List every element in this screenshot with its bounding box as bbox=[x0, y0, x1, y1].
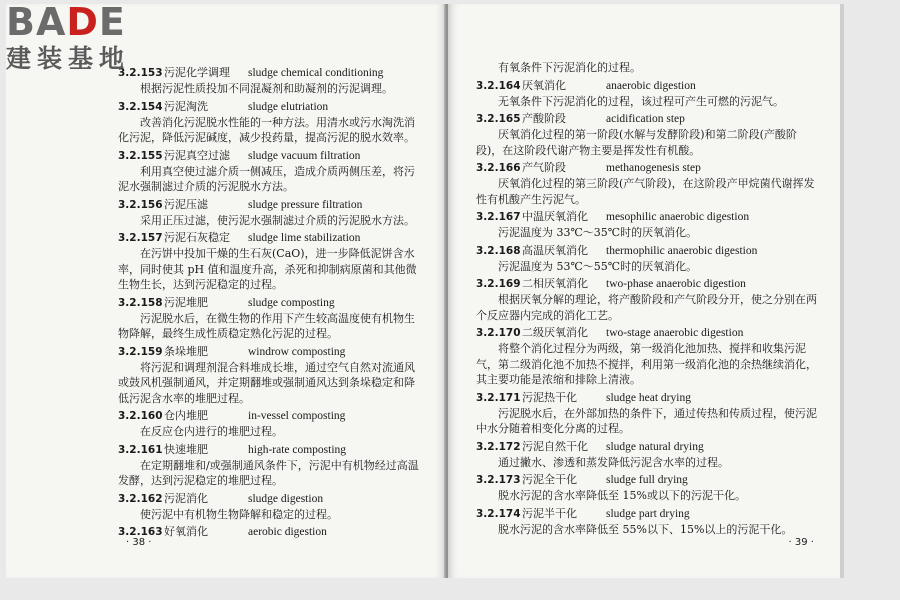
term-chinese: 快速堆肥 bbox=[164, 442, 208, 456]
term-english: sludge pressure filtration bbox=[248, 198, 363, 211]
term-english: sludge composting bbox=[248, 296, 335, 309]
term-definition: 根据污泥性质投加不同混凝剂和助凝剂的污泥调理。 bbox=[140, 82, 393, 95]
term-number: 3.2.155 bbox=[118, 149, 163, 162]
term-entry bbox=[118, 344, 424, 360]
page-number-right: · 39 · bbox=[788, 537, 814, 548]
term-number: 3.2.156 bbox=[118, 198, 163, 211]
term-english: sludge chemical conditioning bbox=[248, 67, 384, 79]
term-chinese: 产酸阶段 bbox=[522, 112, 566, 125]
term-number: 3.2.158 bbox=[118, 296, 163, 309]
term-english: thermophilic anaerobic digestion bbox=[606, 244, 758, 257]
term-number: 3.2.160 bbox=[118, 410, 163, 422]
term-entry bbox=[476, 111, 820, 127]
term-english: high-rate composting bbox=[248, 443, 347, 456]
term-definition: 在污饼中投加干燥的生石灰(CaO)，进一步降低泥饼含水率，同时使其 pH 值和温度升高，杀死和抑制病原菌和其他微生物生长，达到污泥稳定的过程。 bbox=[118, 247, 417, 291]
term-number: 3.2.164 bbox=[476, 79, 521, 92]
term-number: 3.2.161 bbox=[118, 443, 163, 456]
term-number: 3.2.168 bbox=[476, 244, 521, 257]
term-definition: 脱水污泥的含水率降低至 15%或以下的污泥干化。 bbox=[498, 489, 746, 502]
term-english: sludge digestion bbox=[248, 492, 324, 505]
term-entry bbox=[476, 78, 820, 94]
term-english: two-phase anaerobic digestion bbox=[606, 278, 746, 290]
term-entry bbox=[118, 524, 424, 540]
term-number: 3.2.167 bbox=[476, 211, 521, 223]
term-chinese: 污泥石灰稳定 bbox=[164, 231, 230, 244]
term-english: methanogenesis step bbox=[606, 162, 701, 174]
term-english: sludge heat drying bbox=[606, 391, 691, 404]
continued-definition: 有氧条件下污泥消化的过程。 bbox=[498, 61, 641, 74]
term-chinese: 高温厌氧消化 bbox=[522, 243, 588, 257]
term-entry bbox=[476, 390, 820, 406]
term-number: 3.2.171 bbox=[476, 391, 521, 404]
term-definition: 在定期翻堆和/或强制通风条件下，污泥中有机物经过高温发酵，达到污泥稳定的堆肥过程。 bbox=[118, 458, 419, 487]
right-page bbox=[448, 4, 840, 578]
watermark-logo bbox=[6, 2, 176, 84]
term-number: 3.2.173 bbox=[476, 474, 521, 486]
term-number: 3.2.169 bbox=[476, 278, 521, 290]
term-english: sludge part drying bbox=[606, 507, 690, 520]
term-chinese: 污泥自然干化 bbox=[522, 439, 588, 453]
term-entry bbox=[118, 442, 424, 458]
term-definition: 将污泥和调理剂混合料堆成长堆，通过空气自然对流通风或鼓风机强制通风，并定期翻堆或强制通风达到条垛稳定和降低污泥含水率的堆肥过程。 bbox=[118, 360, 415, 405]
term-number: 3.2.174 bbox=[476, 507, 521, 520]
term-chinese: 二相厌氧消化 bbox=[522, 277, 588, 290]
term-chinese: 污泥压滤 bbox=[164, 197, 208, 211]
term-chinese: 污泥真空过滤 bbox=[164, 148, 230, 162]
term-entry bbox=[118, 491, 424, 507]
term-chinese: 条垛堆肥 bbox=[164, 344, 208, 358]
logo-subtitle: 建装基地 bbox=[6, 44, 131, 73]
term-english: sludge natural drying bbox=[606, 440, 704, 453]
term-entry bbox=[476, 160, 820, 176]
term-definition: 使污泥中有机物生物降解和稳定的过程。 bbox=[140, 507, 338, 521]
term-chinese: 污泥淘洗 bbox=[164, 99, 208, 113]
term-entry bbox=[118, 408, 424, 424]
term-definition: 污泥温度为 33℃～35℃时的厌氧消化。 bbox=[498, 226, 698, 239]
term-definition: 厌氧消化过程的第一阶段(水解与发酵阶段)和第二阶段(产酸阶段)，在这阶段代谢产物主要是挥发性有机酸。 bbox=[476, 128, 797, 157]
term-chinese: 好氧消化 bbox=[164, 525, 208, 538]
term-number: 3.2.163 bbox=[118, 526, 163, 538]
term-entry bbox=[118, 295, 424, 311]
term-english: sludge full drying bbox=[606, 474, 688, 486]
term-english: in-vessel composting bbox=[248, 410, 346, 422]
term-english: two-stage anaerobic digestion bbox=[606, 327, 744, 339]
page-number-left: · 38 · bbox=[126, 537, 152, 548]
term-english: mesophilic anaerobic digestion bbox=[606, 211, 750, 223]
left-page bbox=[6, 0, 446, 578]
term-definition: 改善消化污泥脱水性能的一种方法。用清水或污水淘洗消化污泥，降低污泥碱度，减少投药量，提高污泥的脱水效率。 bbox=[118, 115, 415, 144]
term-number: 3.2.162 bbox=[118, 492, 163, 505]
term-entry bbox=[476, 472, 820, 488]
term-chinese: 二级厌氧消化 bbox=[522, 326, 588, 339]
term-number: 3.2.170 bbox=[476, 327, 521, 339]
term-chinese: 污泥消化 bbox=[164, 491, 208, 505]
term-entry bbox=[118, 197, 424, 213]
term-entry bbox=[476, 325, 820, 341]
term-entry bbox=[476, 243, 820, 259]
term-english: sludge lime stabilization bbox=[248, 232, 361, 244]
term-number: 3.2.153 bbox=[118, 67, 163, 79]
term-definition: 根据厌氧分解的理论，将产酸阶段和产气阶段分开，使之分别在两个反应器内完成的消化工艺。 bbox=[476, 293, 817, 322]
term-definition: 将整个消化过程分为两级，第一级消化池加热、搅拌和收集污泥气，第二级消化池不加热不搅拌，利用第一级消化池的余热继续消化，其主要功能是浓缩和排除上清液。 bbox=[476, 342, 817, 386]
term-chinese: 中温厌氧消化 bbox=[522, 210, 588, 223]
term-english: sludge elutriation bbox=[248, 100, 329, 113]
term-definition: 污泥温度为 53℃～55℃时的厌氧消化。 bbox=[498, 259, 698, 273]
term-chinese: 污泥堆肥 bbox=[164, 295, 208, 309]
term-definition: 污泥脱水后，在外部加热的条件下，通过传热和传质过程，使污泥中水分随着相变化分离的过程。 bbox=[476, 406, 817, 435]
term-number: 3.2.165 bbox=[476, 113, 521, 125]
term-definition: 在反应仓内进行的堆肥过程。 bbox=[140, 425, 283, 438]
term-chinese: 污泥全干化 bbox=[522, 473, 577, 486]
term-entry bbox=[476, 439, 820, 455]
term-chinese: 仓内堆肥 bbox=[164, 409, 208, 422]
term-definition: 利用真空使过滤介质一侧减压，造成介质两侧压差，将污泥水强制滤过介质的污泥脱水方法。 bbox=[118, 164, 415, 193]
term-number: 3.2.157 bbox=[118, 232, 163, 244]
term-definition: 无氧条件下污泥消化的过程，该过程可产生可燃的污泥气。 bbox=[498, 94, 784, 108]
term-chinese: 厌氧消化 bbox=[522, 78, 566, 92]
right-entry-list bbox=[476, 78, 820, 538]
term-english: windrow composting bbox=[248, 345, 346, 358]
term-definition: 脱水污泥的含水率降低至 55%以下、15%以上的污泥干化。 bbox=[498, 522, 793, 536]
term-chinese: 污泥热干化 bbox=[522, 390, 577, 404]
term-number: 3.2.154 bbox=[118, 100, 163, 113]
term-entry bbox=[118, 230, 424, 246]
book-spread bbox=[6, 0, 840, 578]
term-entry bbox=[118, 148, 424, 164]
term-chinese: 污泥化学调理 bbox=[164, 66, 230, 79]
term-chinese: 污泥半干化 bbox=[522, 506, 577, 520]
term-english: aerobic digestion bbox=[248, 526, 327, 538]
term-entry bbox=[476, 506, 820, 522]
term-definition: 污泥脱水后，在微生物的作用下产生较高温度使有机物生物降解，最终生成性质稳定熟化污泥的过程。 bbox=[118, 311, 415, 340]
term-english: acidification step bbox=[606, 113, 685, 125]
term-number: 3.2.166 bbox=[476, 162, 521, 174]
term-english: anaerobic digestion bbox=[606, 79, 696, 92]
term-chinese: 产气阶段 bbox=[522, 161, 566, 174]
term-entry bbox=[476, 209, 820, 225]
left-entry-list bbox=[118, 65, 424, 540]
page-edge-shadow bbox=[840, 4, 844, 578]
term-definition: 厌氧消化过程的第三阶段(产气阶段)，在这阶段产甲烷菌代谢挥发性有机酸产生污泥气。 bbox=[476, 177, 815, 206]
term-definition: 采用正压过滤，使污泥水强制滤过介质的污泥脱水方法。 bbox=[140, 213, 415, 227]
term-definition: 通过撇水、渗透和蒸发降低污泥含水率的过程。 bbox=[498, 455, 729, 469]
term-english: sludge vacuum filtration bbox=[248, 149, 361, 162]
term-entry bbox=[476, 276, 820, 292]
term-entry bbox=[118, 99, 424, 115]
term-number: 3.2.159 bbox=[118, 345, 163, 358]
term-number: 3.2.172 bbox=[476, 440, 521, 453]
logo-brand: BADE bbox=[6, 0, 126, 44]
